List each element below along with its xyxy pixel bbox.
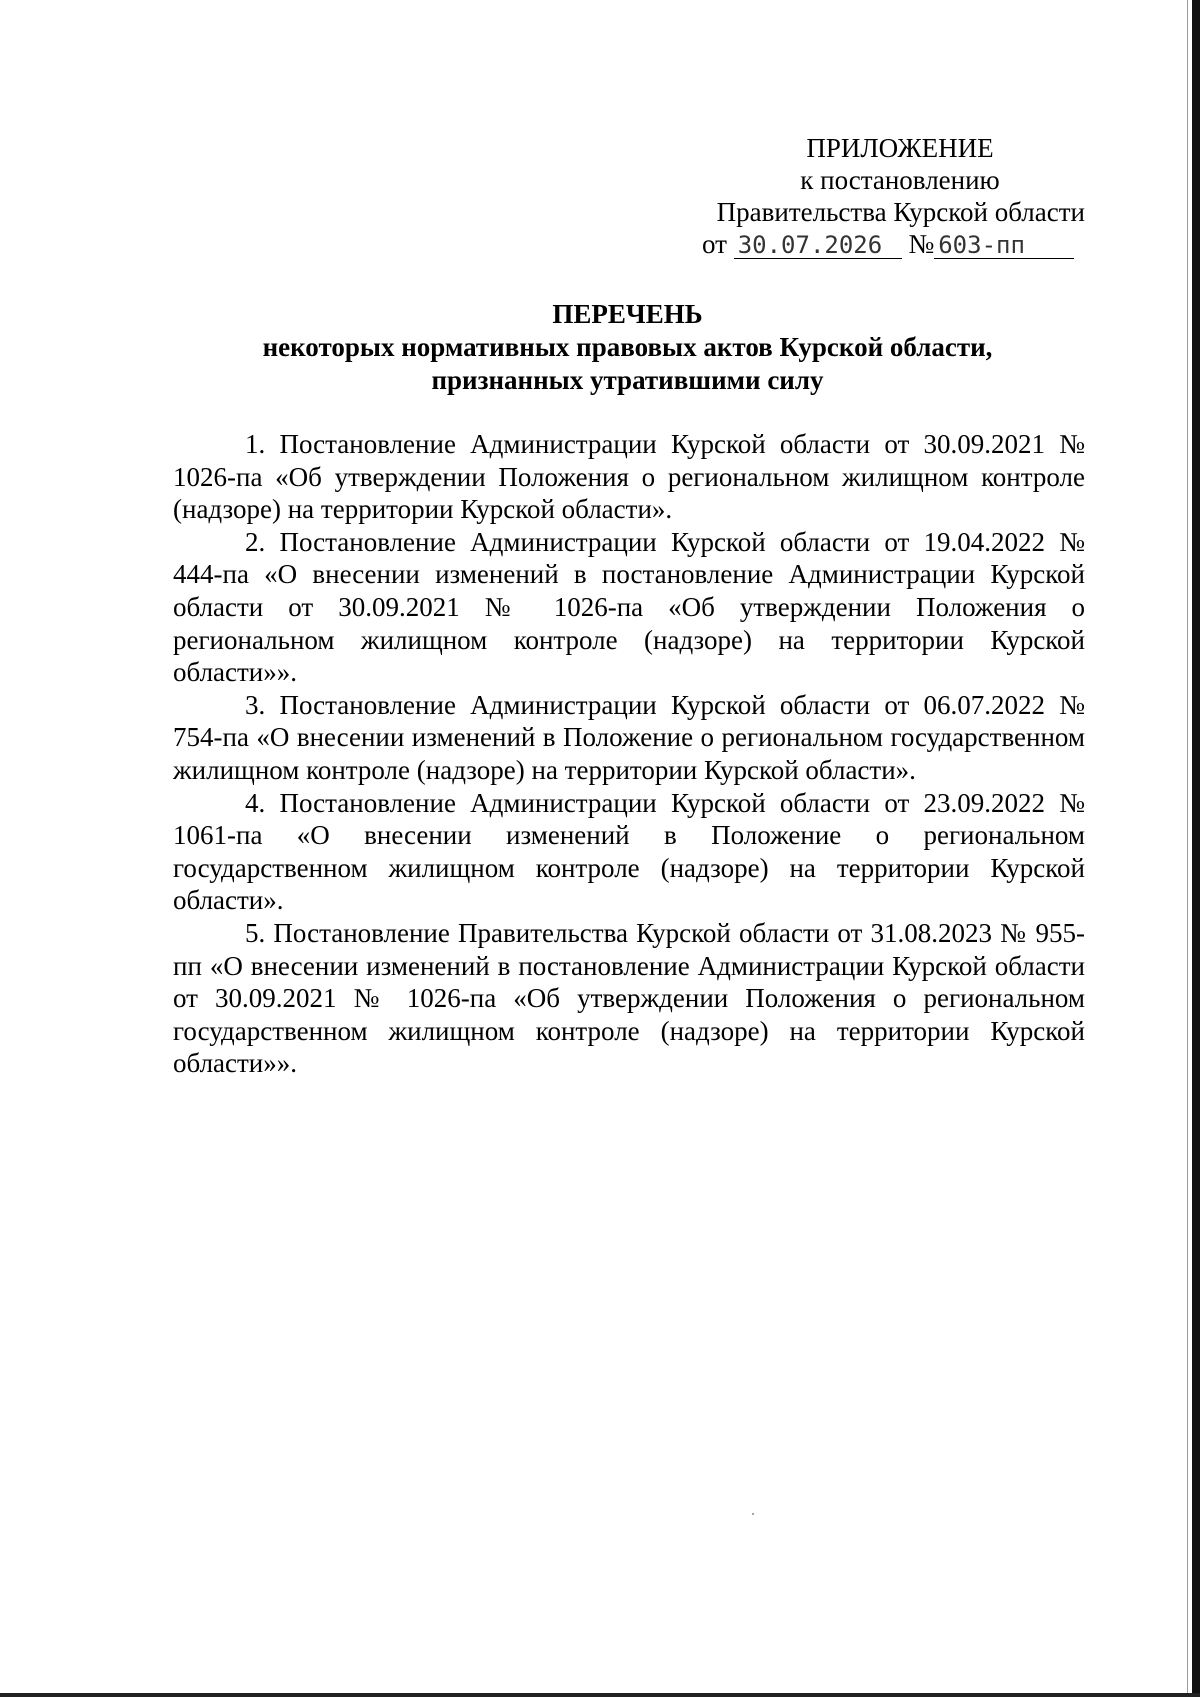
- approval-date-number-line: [702, 228, 1090, 260]
- list-item: 3. Постановление Администрации Курской области от 06.07.2022 № 754-па «О внесении изменений в Положение о региональном государственном жилищном контроле (надзоре) на территории Курской области».: [173, 689, 1085, 785]
- document-title-block: [170, 298, 1085, 397]
- approval-block: [640, 132, 1090, 260]
- scan-edge-shadow: [1187, 0, 1188, 1697]
- list-item: 1. Постановление Администрации Курской области от 30.09.2021 № 1026-па «Об утверждении Положения о региональном жилищном контроле (надзоре) на территории Курской области».: [173, 429, 1085, 525]
- document-title: ПЕРЕЧЕНЬ: [552, 299, 703, 329]
- document-subtitle-line-2: признанных утратившими силу: [431, 365, 824, 395]
- date-prefix: от: [702, 229, 727, 259]
- approval-line-government: Правительства Курской области: [716, 197, 1085, 227]
- approval-date: 30.07.2026: [734, 232, 902, 259]
- scan-speck: [752, 1513, 754, 1515]
- list-item: 2. Постановление Администрации Курской области от 19.04.2022 № 444-па «О внесении изменений в постановление Администрации Курской области от 30.09.2021 № 1026-па «Об утверждении Положения о региональном жилищном контроле (надзоре) на территории Курской области»».: [173, 526, 1085, 688]
- list-item: 5. Постановление Правительства Курской области от 31.08.2023 № 955-пп «О внесении изменений в постановление Администрации Курской области от 30.09.2021 № 1026-па «Об утверждении Положения о региональном государственном жилищном контроле (надзоре) на территории Курской области»».: [173, 917, 1085, 1079]
- scan-edge-bottom: [0, 1693, 1200, 1697]
- number-prefix: №: [908, 229, 935, 259]
- approval-heading: ПРИЛОЖЕНИЕ: [806, 133, 994, 163]
- approval-number: 603-пп: [934, 232, 1074, 259]
- document-subtitle-line-1: некоторых нормативных правовых актов Курской области,: [262, 332, 993, 362]
- acts-list: [173, 428, 1085, 1080]
- approval-line-resolution: к постановлению: [800, 165, 1000, 195]
- list-item: 4. Постановление Администрации Курской области от 23.09.2022 № 1061-па «О внесении изменений в Положение о региональном государственном жилищном контроле (надзоре) на территории Курской области».: [173, 787, 1085, 916]
- scan-edge-right: [1192, 0, 1200, 1697]
